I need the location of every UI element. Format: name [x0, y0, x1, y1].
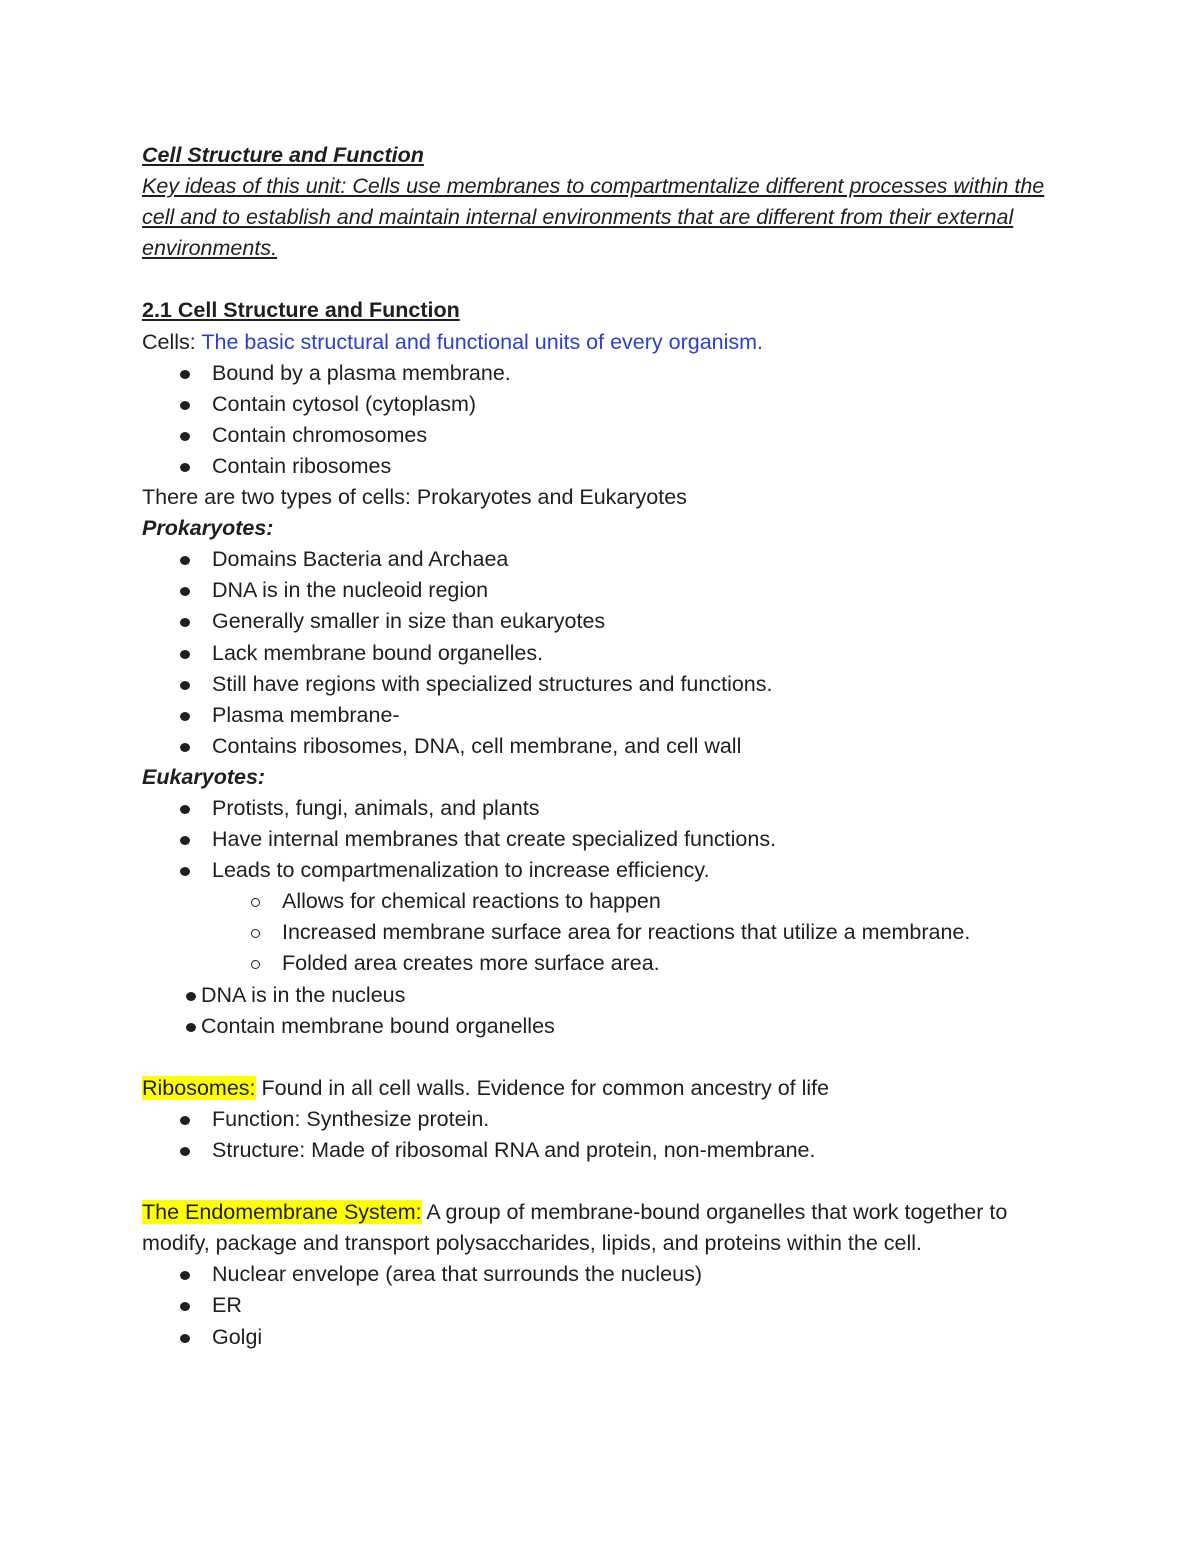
endomembrane-bullet-list: [142, 1259, 1072, 1352]
ribosomes-term: Ribosomes:: [142, 1075, 256, 1100]
bullet-dot-icon: [186, 992, 196, 1001]
bullet-dot-icon: [180, 1147, 190, 1156]
list-item: Contain chromosomes: [142, 420, 1072, 451]
list-item: Bound by a plasma membrane.: [142, 358, 1072, 389]
bullet-dot-icon: [186, 1023, 196, 1032]
bullet-dot-icon: [180, 805, 190, 814]
bullet-dot-icon: [180, 836, 190, 845]
bullet-dot-icon: [180, 1271, 190, 1280]
list-item: Generally smaller in size than eukaryotes: [142, 606, 1072, 637]
bullet-dot-icon: [180, 587, 190, 596]
eukaryote-bullet-list: [142, 793, 1072, 886]
cell-bullet-list: [142, 358, 1072, 482]
bullet-ring-icon: [251, 898, 260, 907]
list-item: Contain membrane bound organelles: [142, 1011, 1072, 1042]
bullet-dot-icon: [180, 618, 190, 627]
list-item: Allows for chemical reactions to happen: [142, 886, 1072, 917]
list-item: DNA is in the nucleoid region: [142, 575, 1072, 606]
cell-types-line: There are two types of cells: Prokaryotes and Eukaryotes: [142, 485, 687, 510]
list-item: Increased membrane surface area for reactions that utilize a membrane.: [142, 917, 1072, 948]
document-title: Cell Structure and Function: [142, 143, 424, 167]
list-item: Plasma membrane-: [142, 700, 1072, 731]
bullet-dot-icon: [180, 681, 190, 690]
list-item: Contains ribosomes, DNA, cell membrane, and cell wall: [142, 731, 1072, 762]
eukaryotes-heading: Eukaryotes:: [142, 764, 266, 789]
list-item: Contain ribosomes: [142, 451, 1072, 482]
prokaryotes-heading: Prokaryotes:: [142, 516, 274, 541]
section-heading: 2.1 Cell Structure and Function: [142, 298, 460, 323]
list-item: DNA is in the nucleus: [142, 980, 1072, 1011]
bullet-dot-icon: [180, 867, 190, 876]
spacer: [142, 1166, 1072, 1197]
ribosomes-definition-line: [142, 1073, 1072, 1104]
prokaryote-bullet-list: [142, 544, 1072, 762]
bullet-dot-icon: [180, 712, 190, 721]
list-item: Nuclear envelope (area that surrounds the nucleus): [142, 1259, 1072, 1290]
list-item: Still have regions with specialized structures and functions.: [142, 669, 1072, 700]
list-item: Contain cytosol (cytoplasm): [142, 389, 1072, 420]
document-page: [142, 140, 1072, 1353]
endomembrane-definition-paragraph: [142, 1197, 1072, 1259]
bullet-dot-icon: [180, 743, 190, 752]
bullet-dot-icon: [180, 1334, 190, 1343]
ribosomes-definition: Found in all cell walls. Evidence for common ancestry of life: [255, 1075, 830, 1100]
bullet-dot-icon: [180, 650, 190, 659]
list-item: Lack membrane bound organelles.: [142, 638, 1072, 669]
list-item: Function: Synthesize protein.: [142, 1104, 1072, 1135]
key-ideas-paragraph: Key ideas of this unit: Cells use membranes to compartmentalize different processes within the cell and to establish and maintain internal environments that are different from their external environments.: [142, 174, 1045, 261]
list-item: Domains Bacteria and Archaea: [142, 544, 1072, 575]
eukaryote-sub-bullet-list: [142, 886, 1072, 979]
bullet-dot-icon: [180, 1302, 190, 1311]
spacer: [142, 264, 1072, 295]
bullet-dot-icon: [180, 556, 190, 565]
list-item: Golgi: [142, 1322, 1072, 1353]
bullet-dot-icon: [180, 463, 190, 472]
spacer: [142, 1042, 1072, 1073]
bullet-dot-icon: [180, 432, 190, 441]
list-item: ER: [142, 1290, 1072, 1321]
list-item: Have internal membranes that create specialized functions.: [142, 824, 1072, 855]
endomembrane-definition: A group of membrane-bound organelles that work together to modify, package and transport polysaccharides, lipids, and proteins within the cell.: [142, 1200, 1008, 1256]
list-item: Leads to compartmenalization to increase efficiency.: [142, 855, 1072, 886]
list-item: Protists, fungi, animals, and plants: [142, 793, 1072, 824]
ribosomes-bullet-list: [142, 1104, 1072, 1166]
endomembrane-term: The Endomembrane System:: [142, 1200, 422, 1225]
eukaryote-extra-bullet-list: [142, 980, 1072, 1042]
list-item: Folded area creates more surface area.: [142, 948, 1072, 979]
bullet-ring-icon: [251, 960, 260, 969]
list-item: Structure: Made of ribosomal RNA and protein, non-membrane.: [142, 1135, 1072, 1166]
bullet-ring-icon: [251, 929, 260, 938]
bullet-dot-icon: [180, 401, 190, 410]
bullet-dot-icon: [180, 370, 190, 379]
cells-label: Cells:: [142, 329, 202, 354]
cells-definition: The basic structural and functional units of every organism.: [201, 329, 764, 354]
cells-definition-line: [142, 327, 1072, 358]
bullet-dot-icon: [180, 1116, 190, 1125]
